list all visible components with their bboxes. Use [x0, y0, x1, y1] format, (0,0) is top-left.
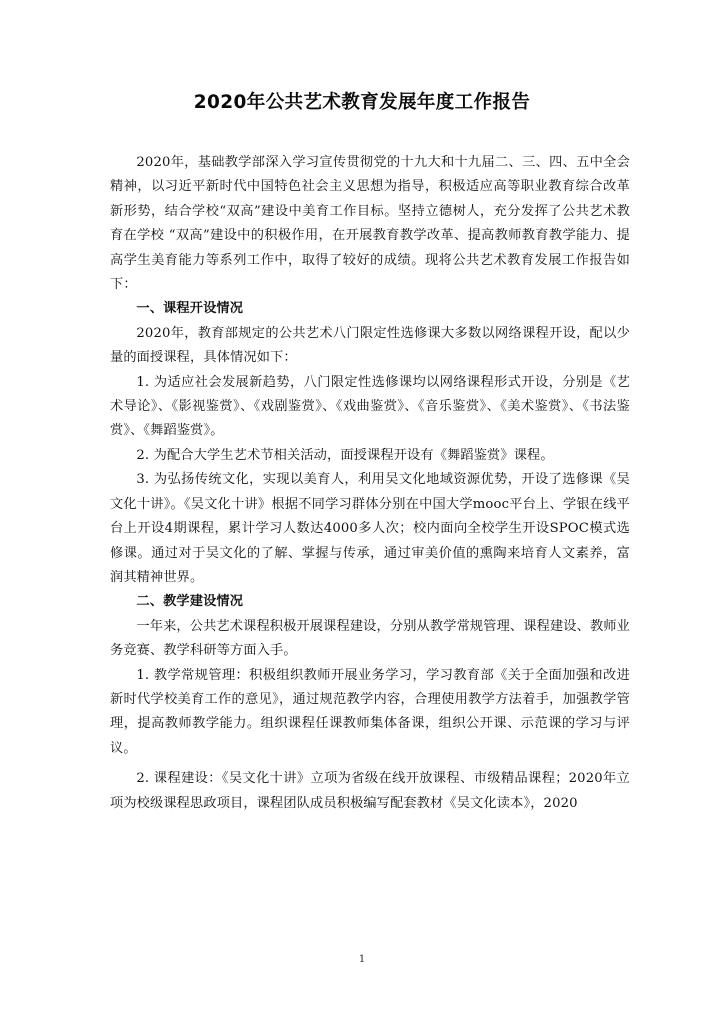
list-paragraph: 2. 课程建设：《吴文化十讲》立项为省级在线开放课程、市级精品课程；2020年立项为校级课程思政项目，课程团队成员积极编写配套教材《吴文化读本》，2020: [110, 771, 630, 811]
document-title: 2020年公共艺术教育发展年度工作报告: [193, 92, 531, 113]
section-heading-courses: 一、课程开设情况: [136, 301, 244, 317]
page-number: 1: [358, 954, 366, 965]
paragraph: 2020年，教育部规定的公共艺术八门限定性选修课大多数以网络课程开设，配以少量的面授课程，具体情况如下：: [110, 325, 630, 366]
list-paragraph: 2. 为配合大学生艺术节相关活动，面授课程开设有《舞蹈鉴赏》课程。: [136, 447, 554, 463]
section-heading-teaching: 二、教学建设情况: [136, 594, 244, 610]
list-paragraph: 1. 为适应社会发展新趋势，八门限定性选修课均以网络课程形式开设，分别是《艺术导论》、《影视鉴赏》、《戏剧鉴赏》、《戏曲鉴赏》、《音乐鉴赏》、《美术鉴赏》、《书法鉴赏》、《舞蹈鉴赏》。: [110, 374, 630, 439]
list-paragraph: 3. 为弘扬传统文化，实现以美育人，利用吴文化地域资源优势，开设了选修课《吴文化十讲》。《吴文化十讲》根据不同学习群体分别在中国大学mooc平台上、学银在线平台上开设4期课程，累计学习人数达4000多人次；校内面向全校学生开设SPOC模式选修课。通过对于吴文化的了解、掌握与传承，通过审美价值的熏陶来培育人文素养，富润其精神世界。: [110, 472, 630, 585]
paragraph: 一年来，公共艺术课程积极开展课程建设，分别从教学常规管理、课程建设、教师业务竞赛、教学科研等方面入手。: [110, 618, 630, 659]
intro-paragraph: 2020年，基础教学部深入学习宣传贯彻党的十九大和十九届二、三、四、五中全会精神，以习近平新时代中国特色社会主义思想为指导，积极适应高等职业教育综合改革新形势，结合学校“双高”建设中美育工作目标。坚持立德树人，充分发挥了公共艺术教育在学校 “双高”建设中的积极作用，在开展教育教学改革、提高教师教育教学能力、提高学生美育能力等系列工作中，取得了较好的成绩。现将公共艺术教育发展工作报告如下：: [110, 155, 630, 293]
list-paragraph: 1. 教学常规管理：积极组织教师开展业务学习，学习教育部《关于全面加强和改进新时代学校美育工作的意见》，通过规范教学内容，合理使用教学方法着手，加强教学管理，提高教师教学能力。组织课程任课教师集体备课，组织公开课、示范课的学习与评议。: [110, 667, 630, 756]
document-body: [110, 151, 630, 816]
